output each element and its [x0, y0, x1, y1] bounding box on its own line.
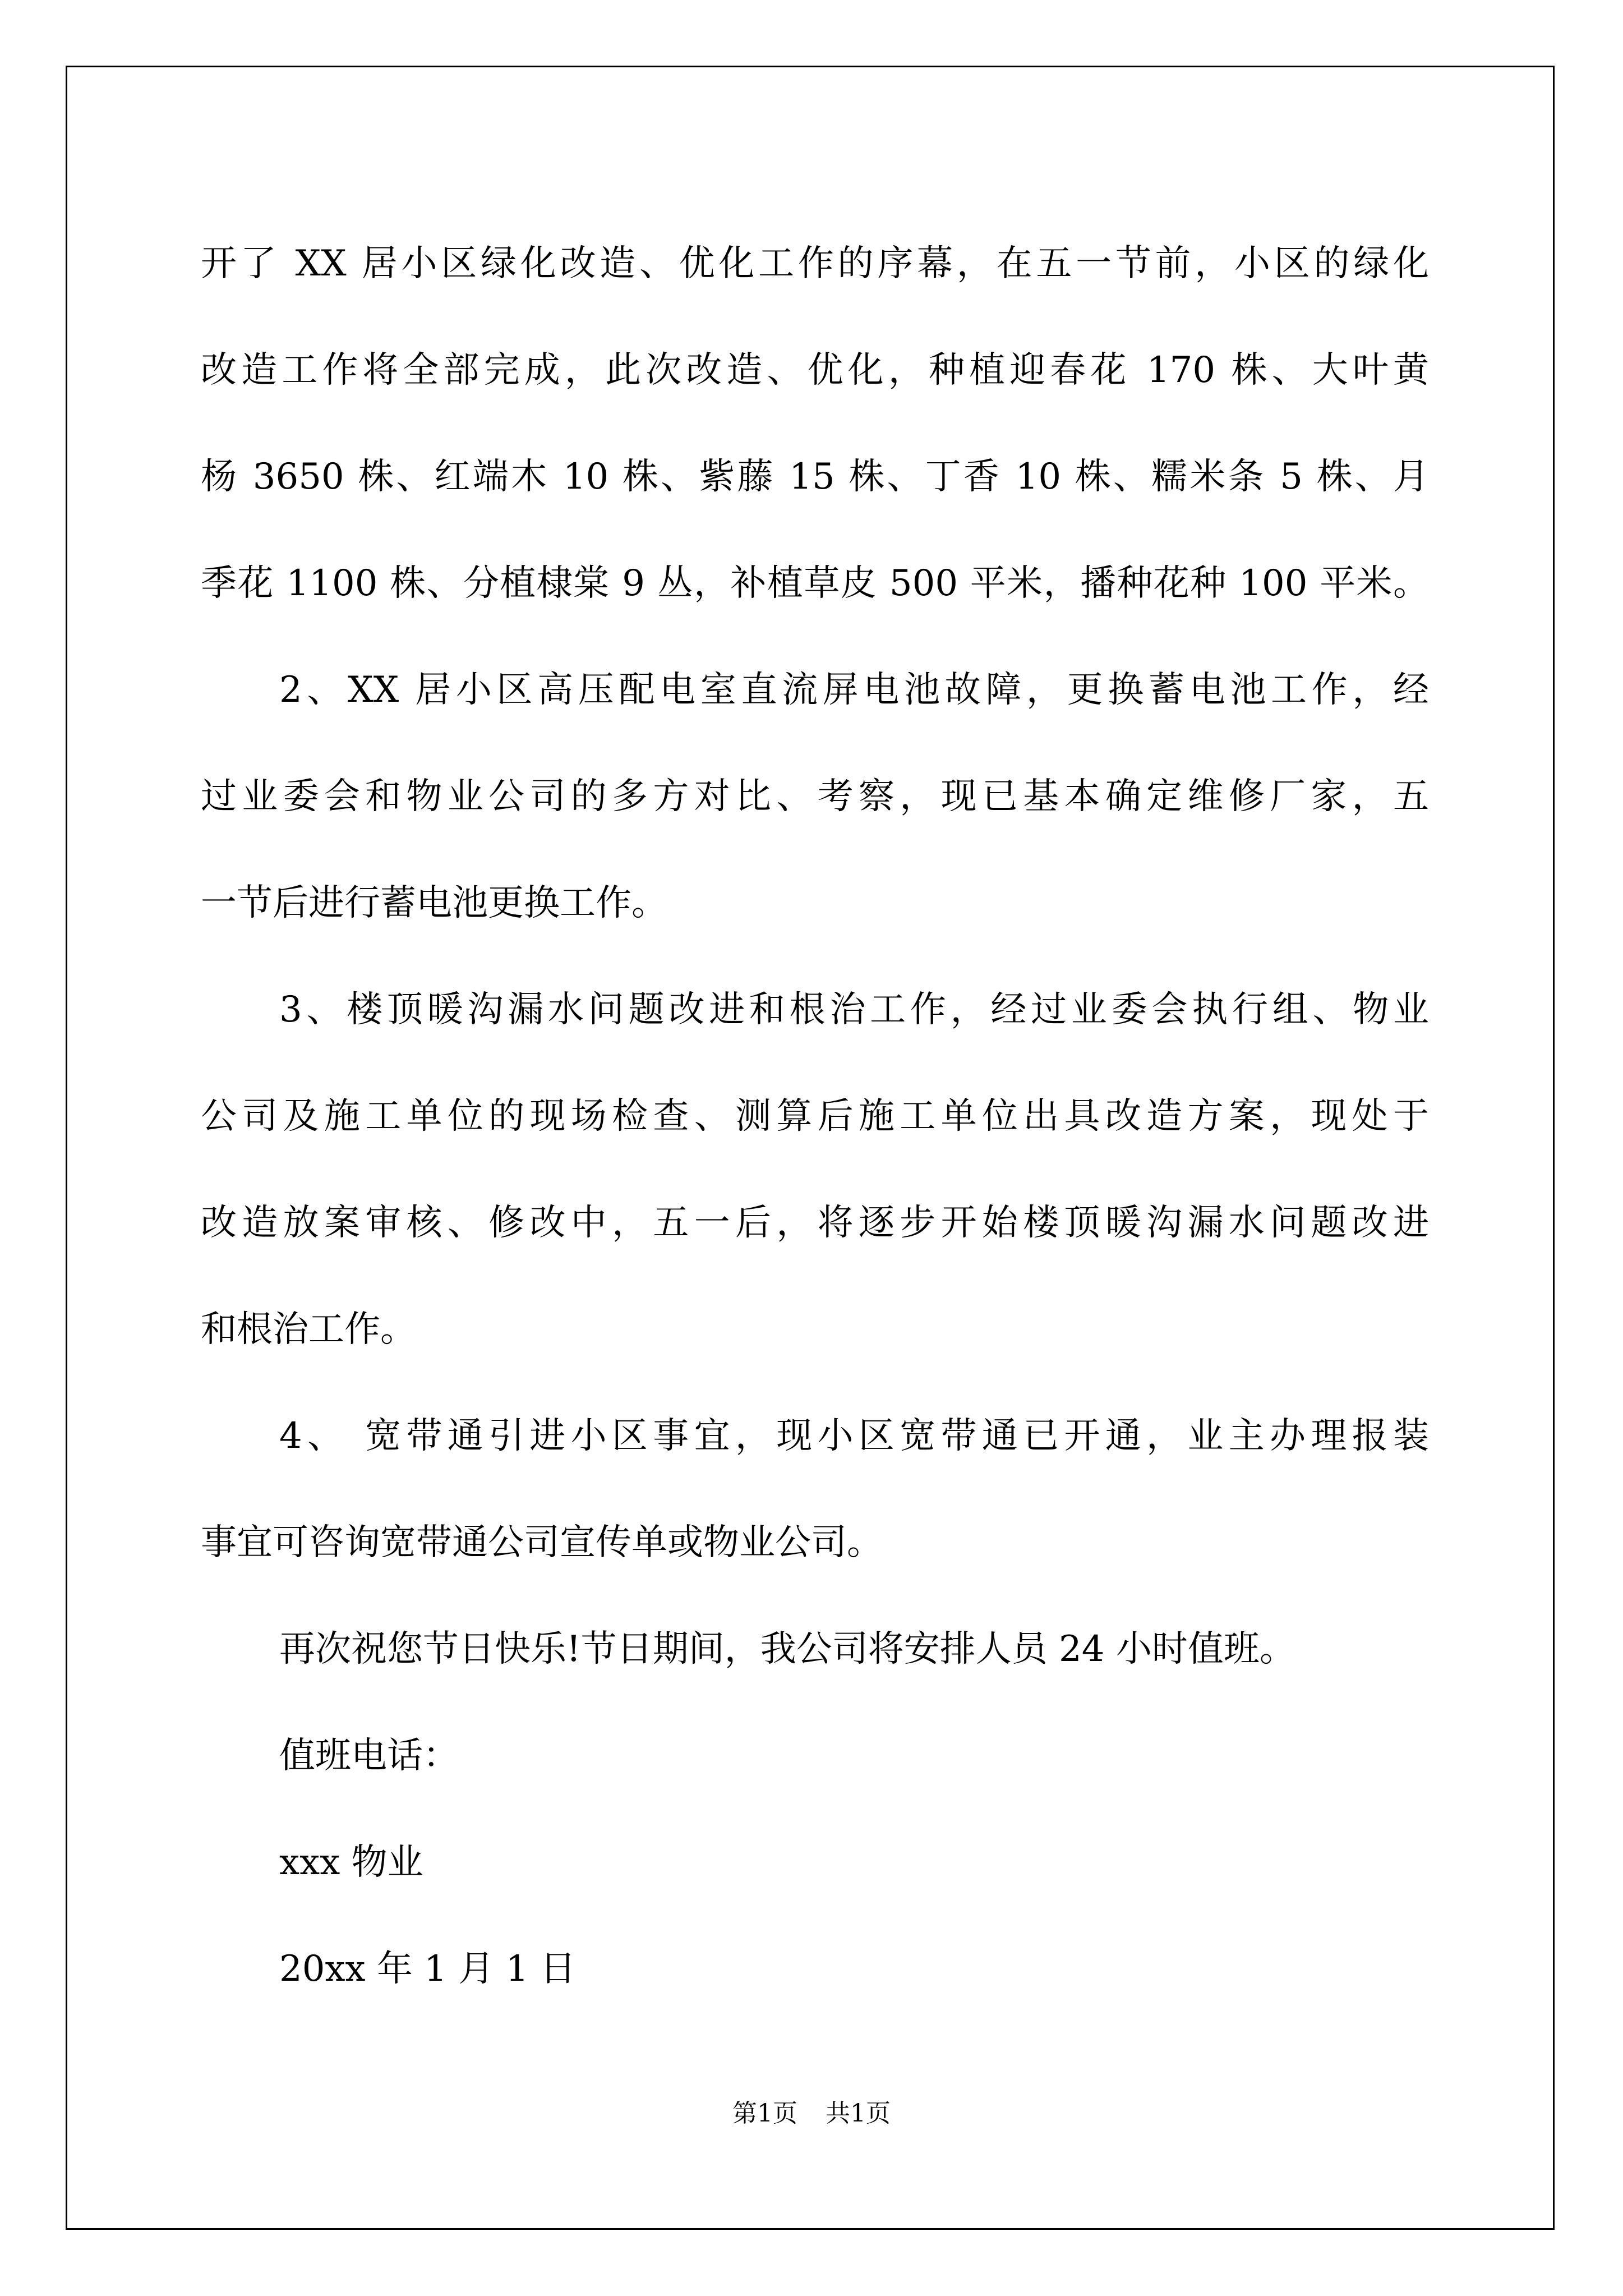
text-line: 杨 3650 株、红端木 10 株、紫藤 15 株、丁香 10 株、糯米条 5 株、月 — [201, 456, 1429, 498]
text-line: 事宜可咨询宽带通公司宣传单或物业公司。 — [201, 1522, 883, 1563]
text-line: 2、XX 居小区高压配电室直流屏电池故障，更换蓄电池工作，经 — [279, 669, 1429, 711]
signature-company: xxx 物业 — [279, 1842, 423, 1883]
paragraph-roof-leak — [201, 956, 1429, 1383]
page-footer — [0, 2097, 1623, 2131]
signature-date: 20xx 年 1 月 1 日 — [279, 1948, 576, 1990]
text-line: 改造工作将全部完成，此次改造、优化，种植迎春花 170 株、大叶黄 — [201, 349, 1429, 391]
paragraph-broadband — [201, 1383, 1429, 1596]
text-line: 季花 1100 株、分植棣棠 9 丛，补植草皮 500 平米，播种花种 100 平米。 — [201, 563, 1429, 604]
text-line: 开了 XX 居小区绿化改造、优化工作的序幕，在五一节前，小区的绿化 — [201, 243, 1429, 284]
closing-line: 再次祝您节日快乐!节日期间，我公司将安排人员 24 小时值班。 — [279, 1628, 1295, 1670]
text-line: 4、 宽带通引进小区事宜，现小区宽带通已开通，业主办理报装 — [279, 1415, 1429, 1457]
text-line: 过业委会和物业公司的多方对比、考察，现已基本确定维修厂家，五 — [201, 776, 1429, 817]
paragraph-greening — [201, 210, 1429, 637]
page-number: 第1页 — [732, 2099, 797, 2128]
paragraph-battery — [201, 637, 1429, 956]
text-line: 改造放案审核、修改中，五一后，将逐步开始楼顶暖沟漏水问题改进 — [201, 1202, 1429, 1244]
text-line: 3、楼顶暖沟漏水问题改进和根治工作，经过业委会执行组、物业 — [279, 989, 1429, 1030]
duty-phone-label: 值班电话： — [279, 1735, 459, 1777]
page-total: 共1页 — [826, 2099, 891, 2128]
text-line: 公司及施工单位的现场检查、测算后施工单位出具改造方案，现处于 — [201, 1096, 1429, 1137]
text-line: 一节后进行蓄电池更换工作。 — [201, 882, 667, 924]
text-line: 和根治工作。 — [201, 1309, 416, 1350]
document-body — [201, 210, 1429, 2022]
